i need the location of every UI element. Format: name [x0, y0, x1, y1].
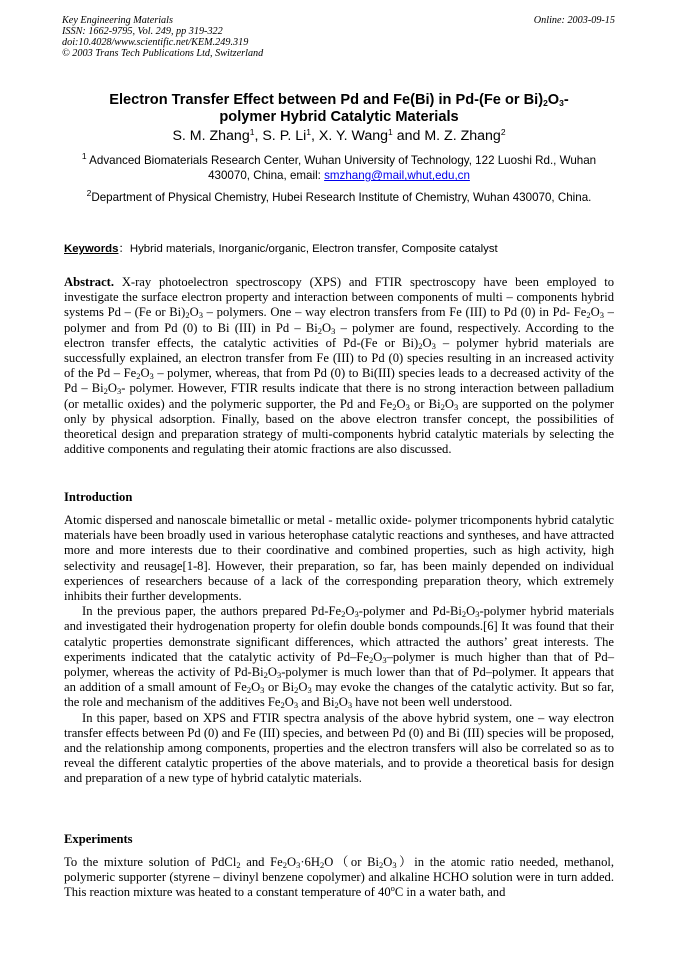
- online-date: Online: 2003-09-15: [533, 15, 615, 26]
- author-list: S. M. Zhang$^1$, S. P. Li$^1$, X. Y. Wang$^1$ and M. Z. Zhang$^2$: [172, 127, 506, 144]
- affiliation-2: $^2$Department of Physical Chemistry, Hubei Research Institute of Chemistry, Wuhan 430070, China.: [86, 188, 592, 204]
- author-name: X. Y. Wang: [318, 128, 389, 144]
- experiments-heading: Experiments: [64, 832, 133, 846]
- journal-header: [62, 15, 263, 59]
- issn-line: ISSN: 1662-9795, Vol. 249, pp 319-322: [62, 26, 223, 37]
- affiliation-1: $^1$ Advanced Biomaterials Research Center, Wuhan University of Technology, 122 Luoshi Rd., Wuhan 430070, China, email: smzhang@mail,whut,edu,cn: [81, 151, 597, 183]
- abstract: [64, 275, 614, 457]
- introduction-body: [64, 513, 614, 787]
- copyright-line: © 2003 Trans Tech Publications Ltd, Switzerland: [62, 48, 264, 59]
- paragraph: Atomic dispersed and nanoscale bimetallic or metal - metallic oxide- polymer tricomponents hybrid catalytic materials have been broadly used in various heterophase catalytic reactions and syntheses, and have attracted more and more interests due to their coordinative and combined properties, such as high activity, high selectivity and reusage[1-8]. However, their preparation, so far, has been mainly depended on individual experiences of researchers because of a lack of the corresponding preparation theory, which extremely inhibits their further developments.: [64, 513, 614, 604]
- author-name: S. M. Zhang: [172, 128, 250, 144]
- introduction-heading: Introduction: [64, 490, 133, 504]
- paragraph: In the previous paper, the authors prepared $Pd-Fe_2O_3$-polymer and $Pd-Bi_2O_3$-polymer hybrid materials and investigated their hydrogenation property for olefin double bonds compounds.[6] It was found that their catalytic properties demonstrate significant differences, which attracted the authors’ great interests. The experiments indicated that the catalytic activity of $Pd-Fe_2O_3$–polymer is much higher than that of Pd–polymer, whereas the activity of $Pd-Bi_2O_3$-polymer is much lower than that of Pd–polymer. It appears that an addition of a small amount of $Fe_2O_3$ or $Bi_2O_3$ may evoke the changes of the catalytic activity. But so far, the role and mechanism of the additives $Fe_2O_3$ and $Bi_2O_3$ have not been well understood.: [64, 604, 615, 711]
- email-link[interactable]: smzhang@mail,whut,edu,cn: [324, 169, 470, 183]
- author-name: S. P. Li: [262, 128, 307, 144]
- abstract-text: X-ray photoelectron spectroscopy (XPS) and FTIR spectroscopy have been employed to investigate the surface electron property and interaction between components of multi – components hybrid systems Pd – (Fe or $Bi)_2O_3$ – polymers. One – way electron transfers from Fe (III) to Pd (0) in Pd- $Fe_2O_3$ – polymer and from Pd (0) to Bi (III) in Pd – $Bi_2O_3$ – polymer are found, respectively. According to the electron transfer effects, the catalytic activities of Pd-(Fe or $Bi)_2O_3$ – polymer hybrid materials are successfully explained, an electron transfer from Fe (III) to Pd (0) species resulting in an increased activity of the Pd – $Fe_2O_3$ – polymer, whereas, that from Pd (0) to Bi(III) species leads to a decreased activity of the Pd – $Bi_2O_3-$ polymer. However, FTIR results indicate that there is no strong interaction between palladium (or metallic oxides) and the polymeric supporter, the Pd and $Fe_2O_3$ or $Bi_2O_3$ are supported on the polymer only by physical adsorption. Finally, based on the above electron transfer concept, the possibilities of theoretical design and preparation strategy of multi-components hybrid catalytic materials by selecting the additive components and regulating their atomic fractions are also discussed.: [64, 275, 615, 457]
- experiments-body: [64, 855, 614, 901]
- journal-name: Key Engineering Materials: [62, 15, 173, 26]
- keywords: Keywords：Hybrid materials, Inorganic/organic, Electron transfer, Composite catalyst: [64, 243, 498, 255]
- keywords-label: Keywords: [64, 243, 119, 255]
- keywords-text: Hybrid materials, Inorganic/organic, Electron transfer, Composite catalyst: [129, 243, 498, 255]
- author-name: M. Z. Zhang: [424, 128, 501, 144]
- abstract-label: Abstract.: [64, 275, 115, 289]
- paper-title: Electron Transfer Effect between Pd and Fe(Bi) in Pd-(Fe or $Bi)_2O_3-$ polymer Hybrid Catalytic Materials: [109, 92, 569, 125]
- paragraph: To the mixture solution of PdCl$_2$ and $Fe_2O_3\cdot 6H_2O(or$ $Bi_2O_3)in$ the atomic ratio needed, methanol, polymeric supporter (styrene – divinyl benzene copolymer) and alkaline HCHO solution were in turn added. This reaction mixture was heated to a constant temperature of 40$^o$C in a water bath, and: [64, 855, 615, 900]
- doi-line: doi:10.4028/www.scientific.net/KEM.249.319: [62, 37, 249, 48]
- paragraph: In this paper, based on XPS and FTIR spectra analysis of the above hybrid system, one – way electron transfer effects between Pd (0) and Fe (III) species, and between Pd (0) and Bi (III) species will be proposed, and the relationship among components, properties and the electron transfers will also be correlated so as to reveal the different catalytic properties of the above materials, and to provide a theoretical basis for design and preparation of a new type of hybrid catalytic materials.: [64, 710, 614, 786]
